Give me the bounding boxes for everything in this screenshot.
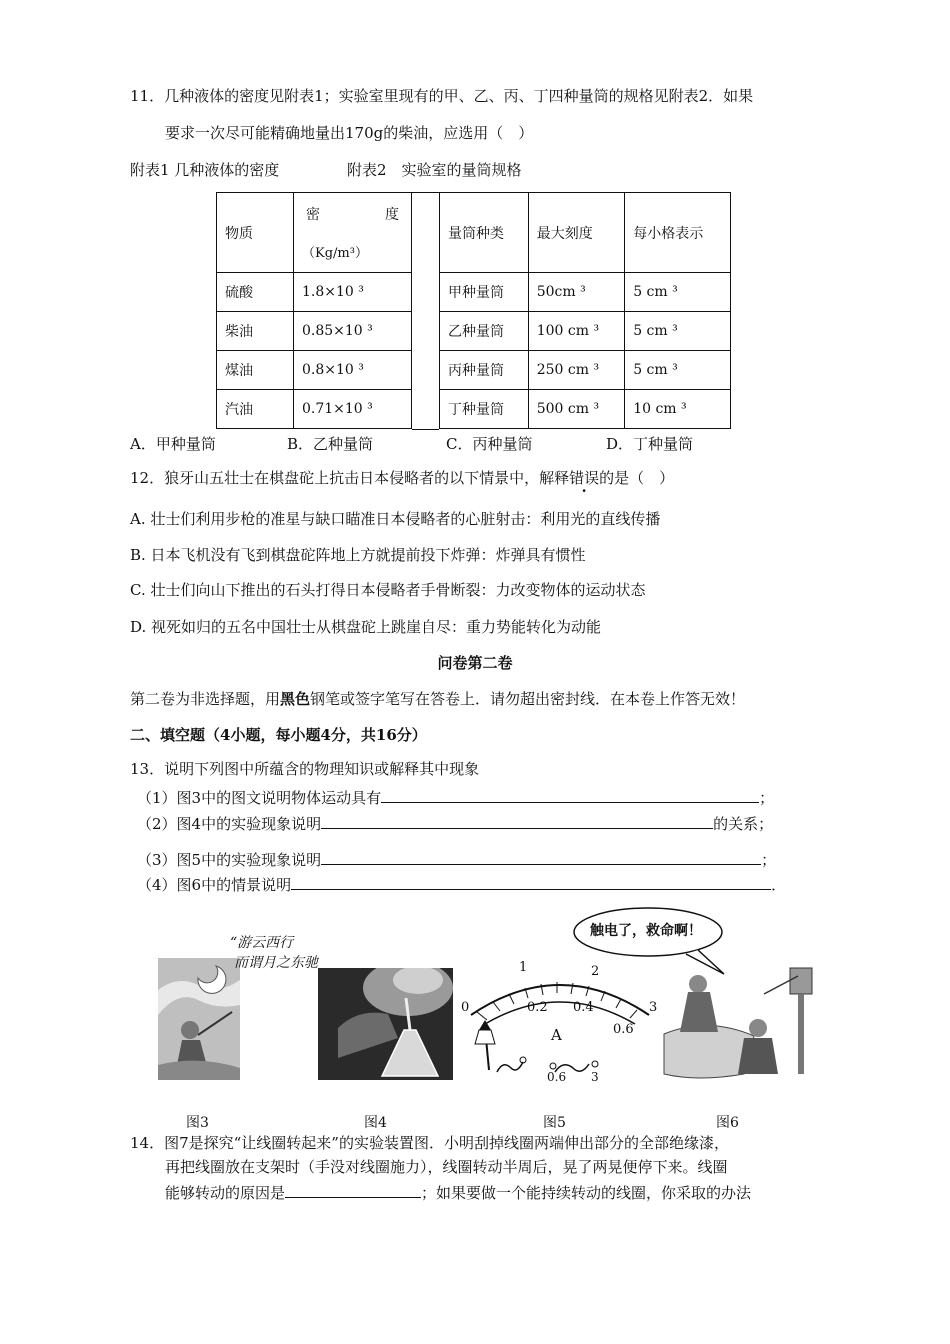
- caption-fig3: 图3: [186, 1115, 209, 1131]
- substance-cell: 柴油: [217, 312, 294, 351]
- cylinder-header: 量筒种类: [440, 193, 529, 273]
- density-cell: 0.71×10 ³: [294, 390, 412, 429]
- table-gap: [412, 192, 439, 430]
- answer-blank[interactable]: [321, 812, 713, 829]
- q13-item-1-text: （1）图3中的图文说明物体运动具有: [137, 789, 382, 807]
- substance-cell: 煤油: [217, 351, 294, 390]
- cylinder-division-cell: 5 cm ³: [625, 273, 731, 312]
- ammeter-unit: A: [551, 1026, 562, 1044]
- cylinder-max-cell: 250 cm ³: [528, 351, 624, 390]
- q13-item-3-suffix: ；: [761, 851, 777, 869]
- cylinder-max-cell: 50cm ³: [528, 273, 624, 312]
- figure-4-photo: [318, 968, 453, 1080]
- q11-option-a: A．甲种量筒: [130, 435, 216, 453]
- q11-line2: 要求一次尽可能精确地量出170g的柴油，应选用（ ）: [165, 124, 534, 142]
- figure-6: [568, 906, 822, 1082]
- speech-bubble-text: 触电了，救命啊！: [590, 923, 702, 939]
- q13-item-1: [137, 786, 774, 808]
- table-row: [217, 273, 412, 312]
- part2-note-a: 第二卷为非选择题，用: [130, 690, 281, 708]
- cylinder-max-cell: 500 cm ³: [528, 390, 624, 429]
- density-cell: 0.8×10 ³: [294, 351, 412, 390]
- q14-line1: 14．图7是探究“让线圈转起来”的实验装置图．小明刮掉线圈两端伸出部分的全部绝缘漆，: [130, 1134, 729, 1152]
- part2-title: 问卷第二卷: [437, 654, 513, 672]
- cylinder-header: 每小格表示: [625, 193, 731, 273]
- part2-note: [130, 689, 745, 709]
- q11-option-d: D．丁种量筒: [606, 435, 694, 453]
- ammeter-tick-1: 1: [519, 960, 528, 975]
- table-row: [217, 351, 412, 390]
- q13-item-4-suffix: ．: [771, 876, 787, 894]
- density-header-b: 度: [385, 207, 399, 223]
- answer-blank[interactable]: [291, 873, 771, 890]
- cylinder-table: [439, 192, 731, 429]
- terminal-3: 3: [591, 1070, 599, 1084]
- table-row: [440, 273, 731, 312]
- figure-3-text-a: “游云西行: [230, 935, 294, 951]
- part2-note-b: 钢笔或签字笔写在答卷上．请勿超出密封线．在本卷上作答无效！: [310, 690, 746, 708]
- q12-stem-b: 的是（ ）: [599, 469, 675, 487]
- q13-item-3: [137, 848, 776, 870]
- q13-item-3-text: （3）图5中的实验现象说明: [137, 851, 322, 869]
- answer-blank[interactable]: [381, 786, 759, 803]
- ammeter-tick-0.4: 0.4: [573, 1000, 594, 1015]
- section-heading: 二、填空题（4小题，每小题4分，共16分）: [130, 726, 427, 744]
- density-header-unit: （Kg/m³）: [302, 246, 368, 261]
- ammeter-tick-3: 3: [649, 1000, 658, 1015]
- q12-stem-a: 12．狼牙山五壮士在棋盘砣上抗击日本侵略者的以下情景中，解释: [130, 469, 570, 487]
- q11-option-b: B．乙种量筒: [287, 435, 374, 453]
- table1-caption: 附表1 几种液体的密度: [130, 161, 280, 179]
- terminal-0.6: 0.6: [547, 1070, 567, 1084]
- figure-3-text-b: 而谓月之东驰: [234, 955, 318, 971]
- q12-stem: [130, 468, 674, 488]
- q12-option-c: C. 壮士们向山下推出的石头打得日本侵略者手骨断裂：力改变物体的运动状态: [130, 581, 646, 599]
- q13-item-2-suffix: 的关系；: [713, 815, 774, 833]
- ammeter-tick-2: 2: [591, 964, 600, 979]
- cylinder-type-cell: 丙种量筒: [440, 351, 529, 390]
- ammeter-tick-0.2: 0.2: [527, 1000, 548, 1015]
- caption-fig6: 图6: [716, 1115, 739, 1131]
- q13-item-1-suffix: ；: [759, 789, 775, 807]
- cylinder-max-cell: 100 cm ³: [528, 312, 624, 351]
- cylinder-division-cell: 5 cm ³: [625, 312, 731, 351]
- q14-line3: [165, 1181, 751, 1203]
- cylinder-division-cell: 5 cm ³: [625, 351, 731, 390]
- cylinder-type-cell: 丁种量筒: [440, 390, 529, 429]
- q11-option-c: C．丙种量筒: [446, 435, 533, 453]
- q14-line3-text-a: 能够转动的原因是: [165, 1184, 286, 1202]
- caption-fig5: 图5: [543, 1115, 566, 1131]
- ammeter-tick-0: 0: [461, 1000, 470, 1015]
- density-header-a: 密: [306, 207, 320, 223]
- table-row: [440, 390, 731, 429]
- table-row: [217, 390, 412, 429]
- q13-item-2: [137, 812, 773, 834]
- cylinder-type-cell: 甲种量筒: [440, 273, 529, 312]
- cylinder-type-cell: 乙种量筒: [440, 312, 529, 351]
- q13-item-2-text: （2）图4中的实验现象说明: [137, 815, 322, 833]
- q12-stem-emphasis: 错误: [569, 469, 600, 487]
- figure-3: [158, 930, 318, 1080]
- table-row: [440, 312, 731, 351]
- q12-option-a: A. 壮士们利用步枪的准星与缺口瞄准日本侵略者的心脏射击：利用光的直线传播: [130, 510, 661, 528]
- q11-line1: 11．几种液体的密度见附表1；实验室里现有的甲、乙、丙、丁四种量筒的规格见附表2．如果: [130, 87, 754, 105]
- q13-item-4: [137, 873, 786, 895]
- q13-stem: 13．说明下列图中所蕴含的物理知识或解释其中现象: [130, 760, 480, 778]
- density-table: [216, 192, 412, 429]
- substance-cell: 汽油: [217, 390, 294, 429]
- density-header-substance: 物质: [217, 193, 294, 273]
- table2-caption: 附表2 实验室的量筒规格: [347, 161, 522, 179]
- answer-blank[interactable]: [321, 848, 761, 865]
- part2-note-bold: 黑色: [280, 690, 311, 708]
- table-row: [217, 312, 412, 351]
- q13-item-4-text: （4）图6中的情景说明: [137, 876, 292, 894]
- cylinder-header: 最大刻度: [528, 193, 624, 273]
- cylinder-division-cell: 10 cm ³: [625, 390, 731, 429]
- density-header-density: [294, 193, 412, 273]
- substance-cell: 硫酸: [217, 273, 294, 312]
- ammeter-tick-0.6: 0.6: [613, 1022, 634, 1037]
- figure-4: [318, 968, 453, 1080]
- answer-blank[interactable]: [285, 1181, 421, 1198]
- density-cell: 1.8×10 ³: [294, 273, 412, 312]
- density-cell: 0.85×10 ³: [294, 312, 412, 351]
- q12-option-d: D. 视死如归的五名中国壮士从棋盘砣上跳崖自尽：重力势能转化为动能: [130, 618, 602, 636]
- q14-line3-text-b: ；如果要做一个能持续转动的线圈，你采取的办法: [421, 1184, 752, 1202]
- q14-line2: 再把线圈放在支架时（手没对线圈施力），线圈转动半周后，晃了两晃便停下来。线圈: [165, 1158, 728, 1176]
- table-row: [440, 351, 731, 390]
- caption-fig4: 图4: [364, 1115, 387, 1131]
- q12-option-b: B. 日本飞机没有飞到棋盘砣阵地上方就提前投下炸弹：炸弹具有惯性: [130, 546, 586, 564]
